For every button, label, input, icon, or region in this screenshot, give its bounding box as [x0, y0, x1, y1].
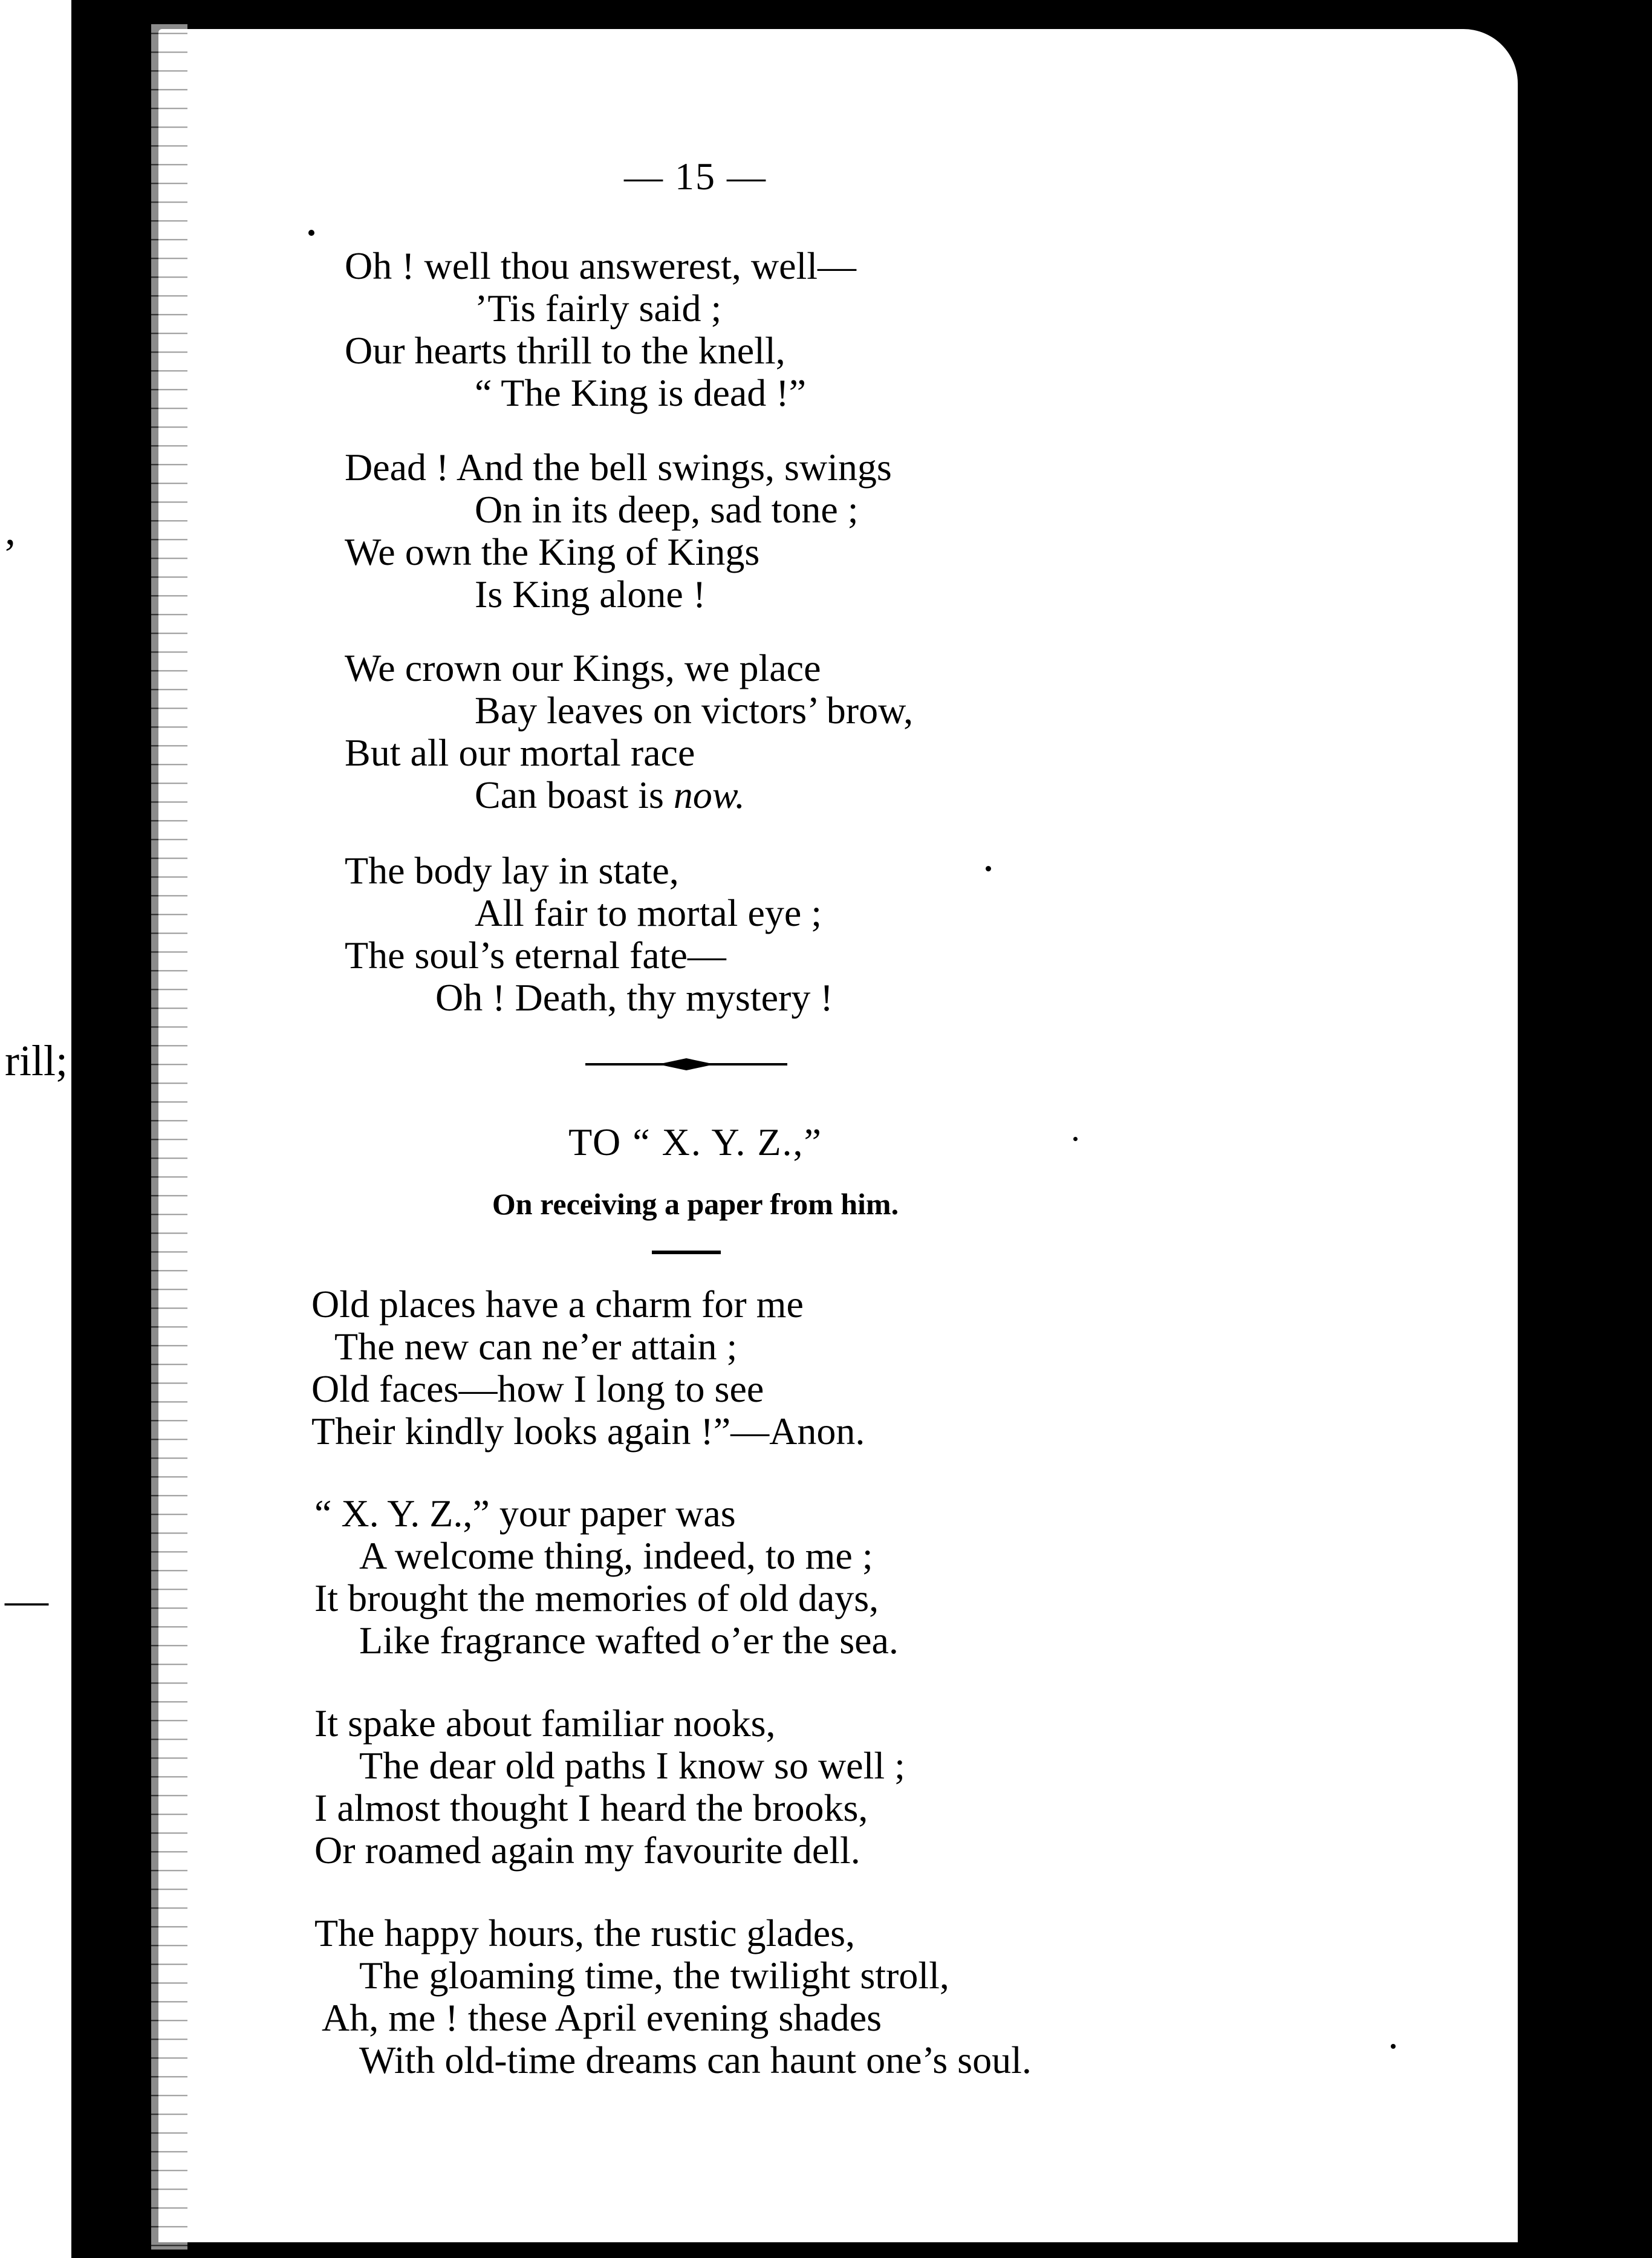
poem-line: Oh ! Death, thy mystery !	[435, 976, 833, 1019]
poem-line: It spake about familiar nooks,	[314, 1702, 776, 1745]
poem-line: “ The King is dead !”	[475, 371, 806, 414]
italic-word: now.	[673, 773, 745, 816]
sheet-torn-edge	[151, 24, 187, 2250]
poem-line: A welcome thing, indeed, to me ;	[359, 1534, 873, 1577]
poem-line: Or roamed again my favourite dell.	[314, 1829, 860, 1872]
poem-line: The new can ne’er attain ;	[334, 1325, 738, 1368]
poem-line: Bay leaves on victors’ brow,	[475, 689, 914, 732]
poem-line: All fair to mortal eye ;	[475, 891, 822, 934]
previous-page-fragment: —	[5, 1576, 48, 1624]
poem-line: ’Tis fairly said ;	[475, 287, 722, 330]
poem-line: The gloaming time, the twilight stroll,	[359, 1954, 949, 1997]
poem-line: Their kindly looks again !”—Anon.	[311, 1410, 865, 1453]
poem-line: We own the King of Kings	[345, 530, 760, 573]
poem-line: We crown our Kings, we place	[345, 646, 821, 689]
poem-line: Our hearts thrill to the knell,	[345, 329, 785, 372]
poem-line: But all our mortal race	[345, 731, 695, 774]
ornament-divider	[585, 1057, 787, 1072]
previous-page-fragment: ,	[5, 506, 16, 554]
stanza-7	[314, 1912, 1032, 2081]
epigraph	[311, 1283, 865, 1453]
poem-line: Dead ! And the bell swings, swings	[345, 446, 892, 489]
poem-line: “ X. Y. Z.,” your paper was	[314, 1492, 736, 1535]
poem-line	[345, 774, 913, 816]
poem-line: On in its deep, sad tone ;	[475, 488, 859, 531]
stanza-3	[345, 647, 913, 816]
speck	[308, 230, 314, 236]
poem-line: Oh ! well thou answerest, well—	[345, 244, 857, 287]
poem-line: It brought the memories of old days,	[314, 1576, 879, 1619]
poem-line: The body lay in state,	[345, 849, 679, 892]
poem-title: TO “ X. Y. Z.,”	[568, 1121, 822, 1163]
poem-line: Like fragrance wafted o’er the sea.	[359, 1619, 899, 1662]
poem-line: The soul’s eternal fate—	[345, 934, 726, 977]
page-number: — 15 —	[624, 155, 767, 198]
stanza-5	[314, 1492, 899, 1662]
stanza-1	[345, 245, 856, 414]
previous-page-edge	[0, 0, 71, 2258]
stanza-6	[314, 1702, 905, 1872]
poem-line: I almost thought I heard the brooks,	[314, 1786, 868, 1829]
stanza-2	[345, 446, 892, 616]
poem-line: Is King alone !	[475, 573, 706, 616]
speck	[1073, 1137, 1078, 1141]
poem-line: The happy hours, the rustic glades,	[314, 1911, 855, 1954]
previous-page-fragment: rill;	[5, 1036, 68, 1085]
poem-line: Ah, me ! these April evening shades	[322, 1996, 882, 2039]
stanza-4	[345, 850, 833, 1019]
speck	[986, 866, 991, 871]
divider-rule	[652, 1251, 721, 1254]
poem-line: Old faces—how I long to see	[311, 1367, 764, 1410]
poem-line-text: Can boast is	[475, 773, 674, 816]
poem-line: With old-time dreams can haunt one’s soul.	[359, 2038, 1032, 2081]
poem-line: The dear old paths I know so well ;	[359, 1744, 905, 1787]
poem-subtitle: On receiving a paper from him.	[492, 1187, 899, 1221]
speck	[1391, 2044, 1396, 2049]
poem-line: Old places have a charm for me	[311, 1283, 804, 1326]
